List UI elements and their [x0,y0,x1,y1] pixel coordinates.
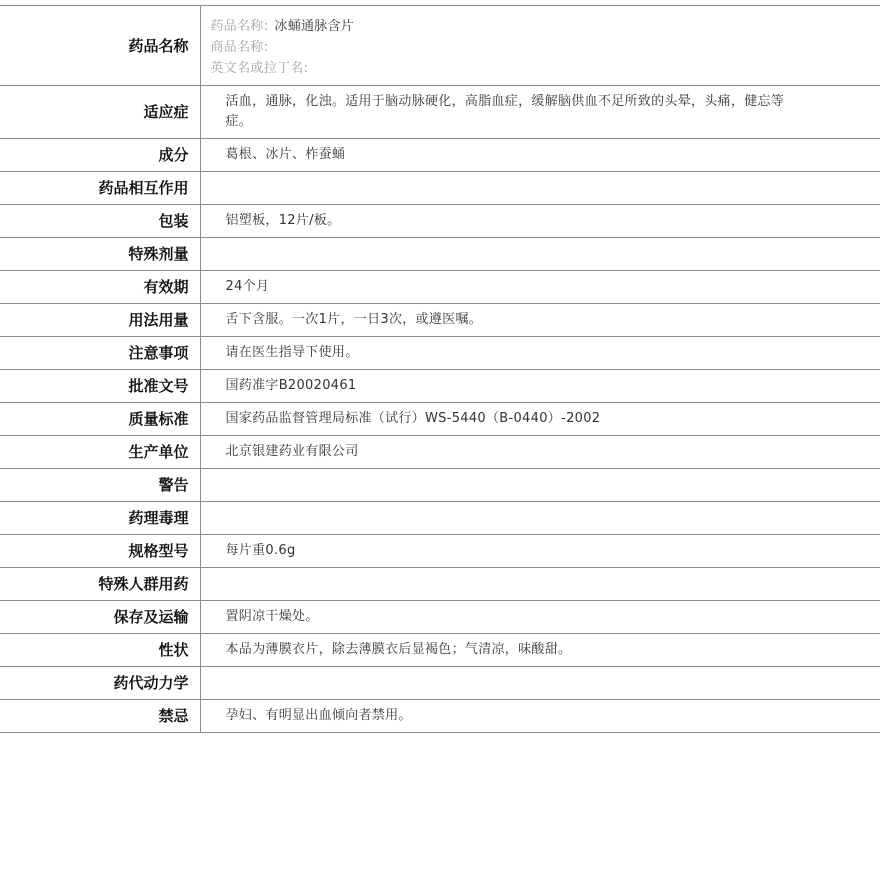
row-label: 批准文号 [0,370,200,403]
approval-number-row [0,370,880,403]
drug-name-cell [200,6,880,86]
row-label: 性状 [0,634,200,667]
row-value: 北京银建药业有限公司 [225,444,359,459]
row-value: 本品为薄膜衣片，除去薄膜衣后显褐色；气清凉，味酸甜。 [225,642,572,657]
row-value [200,238,880,271]
quality-standard-row [0,403,880,436]
trade-name-line [211,37,861,58]
contraindications-row [0,700,880,733]
row-label: 包装 [0,205,200,238]
pharmacology-row [0,502,880,535]
generic-name-value: 冰蛹通脉含片 [274,19,355,34]
trade-name-label: 商品名称: [210,40,269,55]
row-value: 铝塑板，12片/板。 [225,213,341,228]
interactions-row [0,172,880,205]
row-label: 药品相互作用 [0,172,200,205]
row-label: 适应症 [0,86,200,139]
row-label: 有效期 [0,271,200,304]
drug-info-table [0,5,880,733]
row-label: 注意事项 [0,337,200,370]
row-value: 24个月 [225,279,270,294]
special-populations-row [0,568,880,601]
ingredients-row [0,139,880,172]
row-value: 孕妇、有明显出血倾向者禁用。 [225,708,412,723]
row-label: 药代动力学 [0,667,200,700]
precautions-row [0,337,880,370]
row-label: 生产单位 [0,436,200,469]
generic-name-line [211,16,861,37]
english-name-label: 英文名或拉丁名: [210,61,309,76]
generic-name-label: 药品名称: [210,19,269,34]
special-dosage-row [0,238,880,271]
row-value [200,568,880,601]
row-label: 保存及运输 [0,601,200,634]
row-value [200,667,880,700]
row-label: 药理毒理 [0,502,200,535]
packaging-row [0,205,880,238]
row-label: 药品名称 [0,6,200,86]
row-label: 特殊剂量 [0,238,200,271]
appearance-row [0,634,880,667]
row-value [200,502,880,535]
manufacturer-row [0,436,880,469]
row-value: 每片重0.6g [225,543,296,558]
drug-name-row [0,6,880,86]
indications-row [0,86,880,139]
row-label: 成分 [0,139,200,172]
storage-row [0,601,880,634]
specification-row [0,535,880,568]
row-value: 活血，通脉，化浊。适用于脑动脉硬化，高脂血症，缓解脑供血不足所致的头晕，头痛，健忘等症。 [225,94,785,129]
shelf-life-row [0,271,880,304]
warning-row [0,469,880,502]
pharmacokinetics-row [0,667,880,700]
row-value: 国家药品监督管理局标准（试行）WS-5440（B-0440）-2002 [225,411,601,426]
row-label: 警告 [0,469,200,502]
english-name-line [211,58,861,79]
row-value [200,172,880,205]
row-value: 国药准字B20020461 [225,378,357,393]
row-label: 特殊人群用药 [0,568,200,601]
row-value: 葛根、冰片、柞蚕蛹 [225,147,346,162]
row-label: 规格型号 [0,535,200,568]
dosage-row [0,304,880,337]
row-label: 用法用量 [0,304,200,337]
row-label: 禁忌 [0,700,200,733]
row-value: 舌下含服。一次1片，一日3次，或遵医嘱。 [225,312,483,327]
row-value: 请在医生指导下使用。 [225,345,359,360]
row-label: 质量标准 [0,403,200,436]
row-value: 置阴凉干燥处。 [225,609,319,624]
row-value [200,469,880,502]
